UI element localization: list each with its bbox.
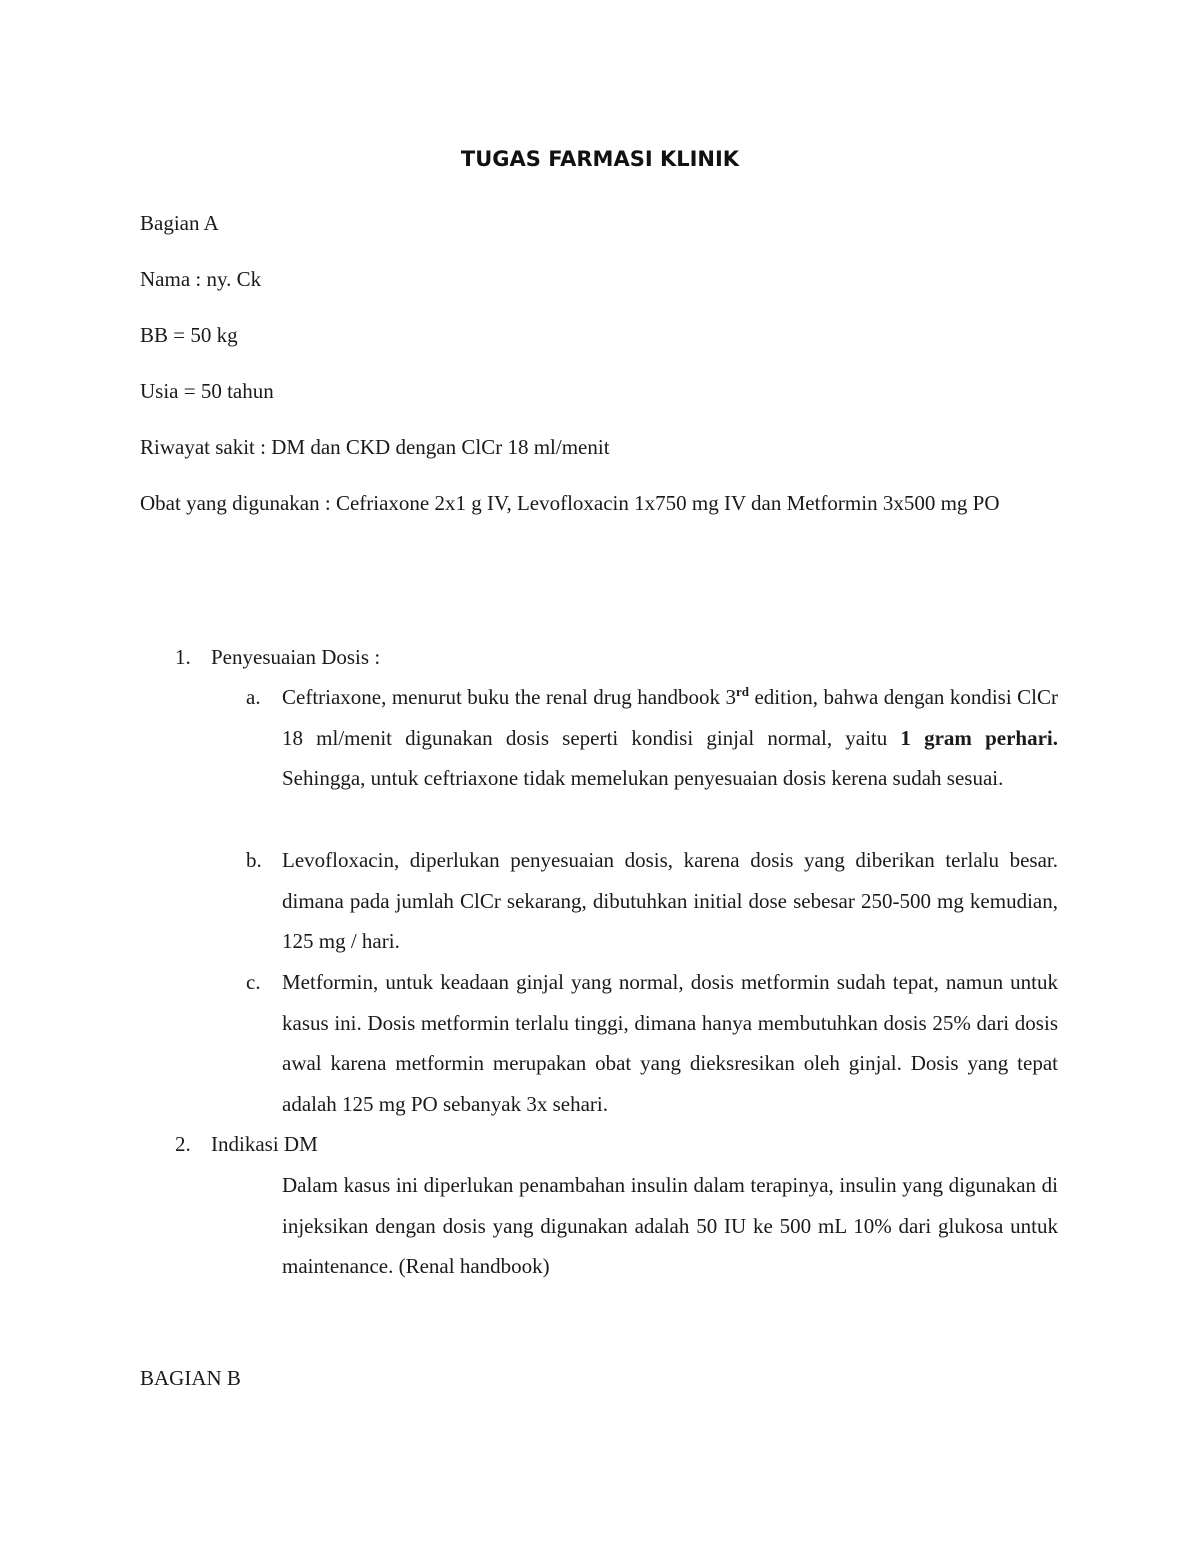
list-marker-1c: c. [246, 970, 261, 994]
levofloxacin-paragraph: Levofloxacin, diperlukan penyesuaian dosis, karena dosis yang diberikan terlalu besar. dimana pada jumlah ClCr sekarang, dibutuhkan initial dose sebesar 250-500 mg kemudian, 125 mg / hari. [282, 848, 1058, 953]
insulin-paragraph: Dalam kasus ini diperlukan penambahan insulin dalam terapinya, insulin yang digunakan di injeksikan dengan dosis yang digunakan adalah 50 IU ke 500 mL 10% dari glukosa untuk maintenance. (Renal handbook) [282, 1173, 1058, 1278]
section-a-label: Bagian A [140, 211, 219, 235]
list-marker-1a: a. [246, 685, 261, 709]
edition-superscript: rd [736, 684, 749, 699]
patient-weight: BB = 50 kg [140, 323, 238, 347]
dose-emphasis: 1 gram perhari. [900, 725, 1058, 750]
list-marker-2: 2. [175, 1132, 191, 1156]
medical-history: Riwayat sakit : DM dan CKD dengan ClCr 18 ml/menit [140, 435, 610, 459]
list-marker-1b: b. [246, 848, 262, 872]
document-title: TUGAS FARMASI KLINIK [460, 147, 740, 171]
section-b-label: BAGIAN B [140, 1366, 241, 1390]
ceftriaxone-paragraph: Ceftriaxone, menurut buku the renal drug handbook 3rd edition, bahwa dengan kondisi ClCr 18 ml/menit digunakan dosis seperti kondisi ginjal normal, yaitu 1 gram perhari. Sehingga, untuk ceftriaxone tidak memelukan penyesuaian dosis kerena sudah sesuai. [282, 684, 1058, 790]
drugs-used: Obat yang digunakan : Cefriaxone 2x1 g IV, Levofloxacin 1x750 mg IV dan Metformin 3x500 mg PO [140, 491, 1000, 515]
dose-adjustment-heading: Penyesuaian Dosis : [211, 645, 381, 669]
patient-age: Usia = 50 tahun [140, 379, 274, 403]
dm-indication-heading: Indikasi DM [211, 1132, 318, 1156]
metformin-paragraph: Metformin, untuk keadaan ginjal yang normal, dosis metformin sudah tepat, namun untuk kasus ini. Dosis metformin terlalu tinggi, dimana hanya membutuhkan dosis 25% dari dosis awal karena metformin merupakan obat yang dieksresikan oleh ginjal. Dosis yang tepat adalah 125 mg PO sebanyak 3x sehari. [282, 970, 1058, 1116]
patient-name: Nama : ny. Ck [140, 267, 262, 291]
list-marker-1: 1. [175, 645, 191, 669]
